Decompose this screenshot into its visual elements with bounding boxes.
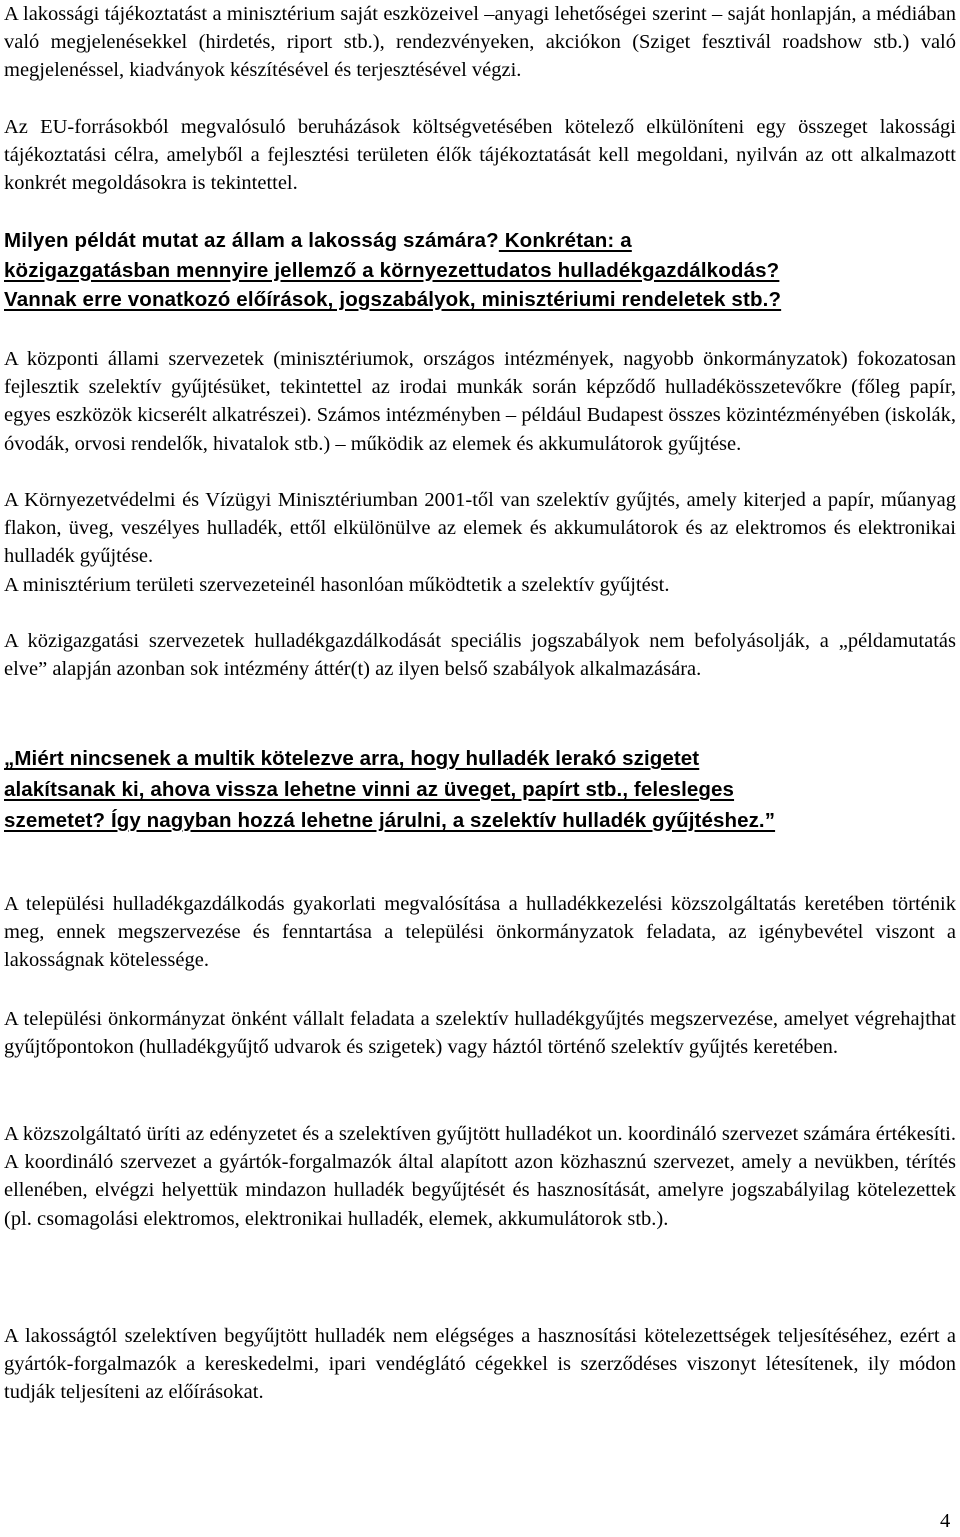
- question-line-2: közigazgatásban mennyire jellemző a környezettudatos hulladékgazdálkodás?: [4, 258, 780, 282]
- question-line-1: „Miért nincsenek a multik kötelezve arra, hogy hulladék lerakó szigetet: [4, 747, 700, 770]
- page-number: 4: [940, 1510, 951, 1532]
- question-line-3: szemetet? Így nagyban hozzá lehetne járulni, a szelektív hulladék gyűjtéshez.”: [4, 809, 776, 832]
- paragraph-municipal-waste-management: A települési hulladékgazdálkodás gyakorlati megvalósítása a hulladékkezelési közszolgáltatás keretében történik meg, ennek megszervezése és fenntartása a települési önkormányzatok feladata, az igénybevétel viszont a lakosságnak kötelessége.: [4, 893, 956, 972]
- question-part-underlined: Konkrétan: a: [498, 229, 632, 252]
- paragraph-recycling-obligations: A lakosságtól szelektíven begyűjtött hulladék nem elégséges a hasznosítási kötelezettségek teljesítéséhez, ezért a gyártók-forgalmazók a kereskedelmi, ipari vendéglátó cégekkel is szerződéses viszonyt létesítenek, ily módon tudják teljesíteni az előírásokat.: [4, 1325, 956, 1404]
- question-line-1: [4, 226, 956, 256]
- paragraph-service-provider: A közszolgáltató üríti az edényzetet és a szelektíven gyűjtött hulladékot un. koordináló szervezet számára értékesíti. A koordináló szervezet a gyártók-forgalmazók által alapított azon közhasznú szervezet, amely a nevükben, térítés ellenében, elvégzi helyettük mindazon hulladék begyűjtését és hasznosítását, amelyre jogszabályilag kötelezettek (pl. csomagolási elektromos, elektronikai hulladék, elemek, akkumulátorok stb.).: [4, 1123, 956, 1230]
- question-line-2: alakítsanak ki, ahova vissza lehetne vinni az üveget, papírt stb., felesleges: [4, 778, 735, 801]
- question-heading-multinationals: [4, 743, 956, 836]
- question-line-3: Vannak erre vonatkozó előírások, jogszabályok, minisztériumi rendeletek stb.?: [4, 288, 782, 311]
- question-part-plain: Milyen példát mutat az állam a lakosság számára?: [4, 229, 499, 252]
- paragraph-public-information: A lakossági tájékoztatást a minisztérium saját eszközeivel –anyagi lehetőségei szerint – saját honlapján, a médiában való megjelenésekkel (hirdetés, riport stb.), rendezvényeken, akciókon (Sziget fesztivál roadshow stb.) való megjelenéssel, kiadványok készítésével és terjesztésével végzi.: [4, 3, 956, 82]
- paragraph-public-administration: A közigazgatási szervezetek hulladékgazdálkodását speciális jogszabályok nem befolyásolják, a „példamutatás elve” alapján azonban sok intézmény áttér(t) az ilyen belső szabályok alkalmazására.: [4, 630, 956, 681]
- paragraph-regional-organizations: A minisztérium területi szervezeteinél hasonlóan működtetik a szelektív gyűjtést.: [4, 574, 670, 596]
- paragraph-eu-funds: Az EU-forrásokból megvalósuló beruházások költségvetésében kötelező elkülöníteni egy összeget lakossági tájékoztatási célra, amelyből a fejlesztési területen élők tájékoztatását kell megoldani, nyilván az ott alkalmazott konkrét megoldásokra is tekintettel.: [4, 116, 956, 195]
- question-heading-state-example: [4, 226, 956, 315]
- paragraph-selective-collection-task: A települési önkormányzat önként vállalt feladata a szelektív hulladékgyűjtés megszervezése, amelyet végrehajthat gyűjtőpontokon (hulladékgyűjtő udvarok és szigetek) vagy háztól történő szelektív gyűjtés keretében.: [4, 1008, 956, 1059]
- paragraph-ministry-collection: A Környezetvédelmi és Vízügyi Minisztériumban 2001-től van szelektív gyűjtés, amely kiterjed a papír, műanyag flakon, üveg, veszélyes hulladék, ettől elkülönülve az elemek és akkumulátorok és az elektromos és elektronikai hulladék gyűjtése.: [4, 489, 956, 568]
- paragraph-central-organizations: A központi állami szervezetek (minisztériumok, országos intézmények, nagyobb önkormányzatok) fokozatosan fejlesztik szelektív gyűjtésüket, tekintettel az irodai munkák során képződő hulladékösszetevőkre (főleg papír, egyes eszközök kicserélt alkatrészei). Számos intézményben – például Budapest összes közintézményében (iskolák, óvodák, orvosi rendelők, hivatalok stb.) – működik az elemek és akkumulátorok gyűjtése.: [4, 348, 956, 455]
